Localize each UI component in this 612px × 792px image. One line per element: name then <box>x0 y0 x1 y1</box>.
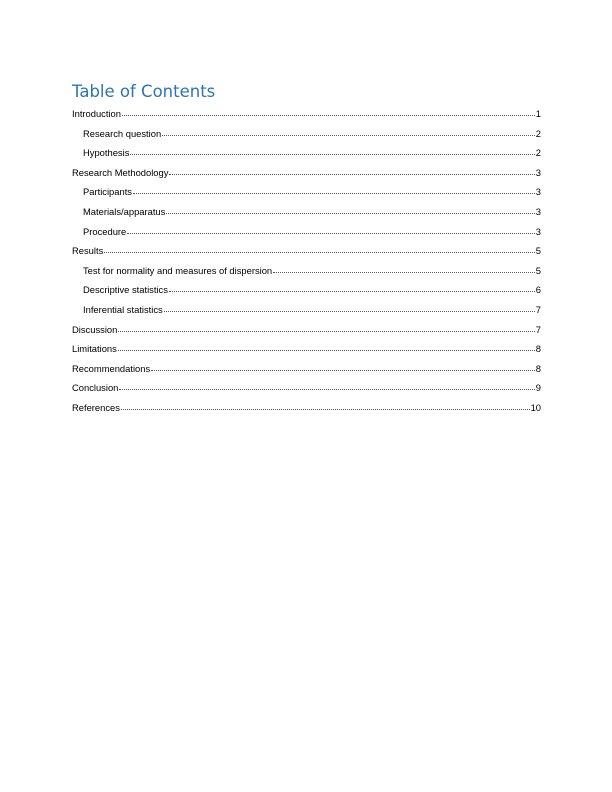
dot-leader <box>151 362 535 372</box>
toc-entry[interactable] <box>72 202 541 222</box>
toc-entry[interactable] <box>72 163 541 183</box>
toc-entry-page-number: 1 <box>535 108 541 119</box>
toc-entry-page-number: 5 <box>535 264 541 276</box>
toc-entry[interactable] <box>72 320 541 340</box>
toc-entry-label: Results <box>72 245 104 257</box>
toc-entry[interactable] <box>72 339 541 359</box>
toc-entry-label: Discussion <box>72 323 118 335</box>
toc-entry[interactable] <box>72 143 541 163</box>
dot-leader <box>127 225 535 235</box>
dot-leader <box>119 381 534 391</box>
toc-entry-page-number: 2 <box>535 147 541 159</box>
toc-entry[interactable] <box>72 222 541 242</box>
toc-entry-page-number: 9 <box>535 382 541 394</box>
toc-entry-label: Recommendations <box>72 362 151 374</box>
toc-entry-label: Introduction <box>72 108 121 119</box>
toc-entry-page-number: 7 <box>535 323 541 335</box>
toc-entry-label: Procedure <box>83 225 127 237</box>
dot-leader <box>166 205 534 215</box>
dot-leader <box>118 323 534 333</box>
toc-entry-label: Research Methodology <box>72 166 169 178</box>
dot-leader <box>169 283 535 293</box>
dot-leader <box>162 127 535 137</box>
toc-entry[interactable] <box>72 398 541 418</box>
toc-entry-label: Research question <box>83 127 162 139</box>
toc-entry[interactable] <box>72 359 541 379</box>
toc-title: Table of Contents <box>72 82 216 101</box>
dot-leader <box>121 401 530 411</box>
toc-entry-label: References <box>72 401 120 413</box>
toc-entry[interactable] <box>72 280 541 300</box>
toc-entry[interactable] <box>72 241 541 261</box>
table-of-contents <box>72 82 541 418</box>
toc-entry-page-number: 3 <box>535 205 541 217</box>
toc-entry-label: Hypothesis <box>83 147 130 159</box>
toc-entry-page-number: 8 <box>535 343 541 355</box>
toc-entry-page-number: 6 <box>535 284 541 296</box>
dot-leader <box>130 146 534 156</box>
toc-entry-page-number: 3 <box>535 166 541 178</box>
toc-entry-label: Test for normality and measures of dispersion <box>83 264 273 276</box>
dot-leader <box>169 166 534 176</box>
toc-entry-page-number: 2 <box>535 127 541 139</box>
toc-entry-label: Materials/apparatus <box>83 205 166 217</box>
toc-entry[interactable] <box>72 104 541 124</box>
dot-leader <box>122 107 535 117</box>
toc-entry-label: Inferential statistics <box>83 303 163 315</box>
toc-entry-page-number: 3 <box>535 186 541 198</box>
toc-entry-page-number: 10 <box>530 401 541 413</box>
dot-leader <box>164 303 535 313</box>
toc-entry-page-number: 8 <box>535 362 541 374</box>
toc-entry-label: Descriptive statistics <box>83 284 168 296</box>
toc-entry-label: Limitations <box>72 343 117 355</box>
toc-entry[interactable] <box>72 300 541 320</box>
toc-entry-page-number: 3 <box>535 225 541 237</box>
dot-leader <box>118 342 535 352</box>
toc-entry-page-number: 7 <box>535 303 541 315</box>
dot-leader <box>133 185 535 195</box>
toc-entry[interactable] <box>72 182 541 202</box>
dot-leader <box>273 264 535 274</box>
toc-entry[interactable] <box>72 378 541 398</box>
toc-entry[interactable] <box>72 124 541 144</box>
toc-entry-page-number: 5 <box>535 245 541 257</box>
toc-entry-label: Conclusion <box>72 382 119 394</box>
toc-entry[interactable] <box>72 261 541 281</box>
toc-entry-label: Participants <box>83 186 132 198</box>
toc-list <box>72 104 541 418</box>
dot-leader <box>104 244 535 254</box>
